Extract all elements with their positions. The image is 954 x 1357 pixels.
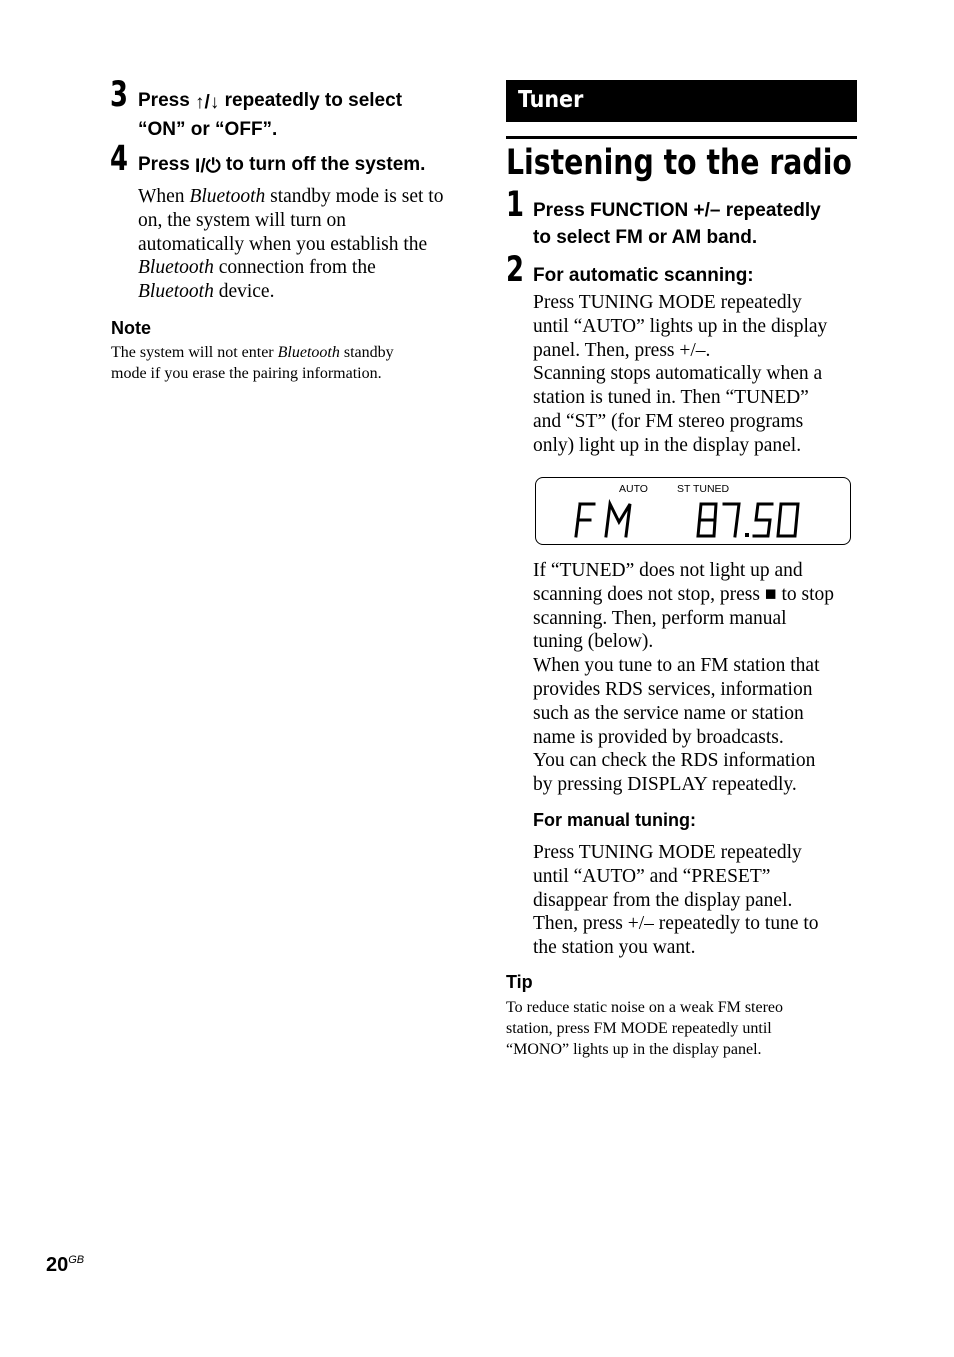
section-bar-label: Tuner [518, 87, 584, 113]
tip-line: station, press FM MODE repeatedly until [506, 1020, 772, 1037]
step2-line: and “ST” (for FM stereo programs [533, 410, 804, 432]
st-tuned-indicator: ST TUNED [677, 483, 730, 495]
power-icon: I/⏻ [195, 156, 221, 177]
body-line: name is provided by broadcasts. [533, 726, 784, 748]
tip-text [506, 997, 856, 1060]
page-region: GB [68, 1254, 85, 1266]
step4-line: Bluetooth connection from the [138, 257, 376, 279]
step-number: 4 [110, 139, 128, 179]
body-line: If “TUNED” does not light up and [533, 560, 803, 581]
segment-8 [698, 504, 716, 536]
body-line: tuning (below). [533, 631, 654, 653]
step1-heading [533, 197, 863, 251]
step2-body [533, 291, 863, 458]
page-number-value: 20 [46, 1254, 69, 1276]
body-line: scanning. Then, perform manual [533, 607, 787, 629]
step4-post: to turn off the system. [220, 154, 426, 175]
step1-line: to select FM or AM band. [533, 227, 758, 248]
step4-line: When Bluetooth standby mode is set to [138, 186, 444, 207]
tip-label: Tip [506, 972, 533, 992]
step4-heading [138, 151, 478, 180]
body-line: Then, press +/– repeatedly to tune to [533, 913, 819, 935]
step2-line: Press TUNING MODE repeatedly [533, 292, 802, 313]
note-line: mode if you erase the pairing information. [111, 365, 382, 382]
stop-icon: ■ [764, 583, 777, 605]
segment-M [606, 504, 630, 536]
title-rule [506, 136, 857, 139]
note-label: Note [111, 318, 151, 338]
segment-7 [724, 504, 739, 536]
step2-line: panel. Then, press +/–. [533, 339, 711, 361]
segment-0 [778, 504, 798, 536]
note-text [111, 342, 471, 384]
manual-tuning-heading: For manual tuning: [533, 810, 696, 830]
step2-line: until “AUTO” lights up in the display [533, 315, 828, 337]
step-number: 2 [506, 250, 524, 290]
step2-line: station is tuned in. Then “TUNED” [533, 387, 809, 409]
step4-line: Bluetooth device. [138, 281, 275, 303]
body-line: scanning does not stop, press ■ to stop [533, 583, 835, 605]
step4-body [138, 185, 478, 304]
step3-post: repeatedly to select [219, 90, 403, 111]
display-panel [535, 477, 851, 545]
segment-readout [536, 478, 850, 544]
body-line: When you tune to an FM station that [533, 655, 820, 677]
step3-pre: Press [138, 90, 196, 111]
step4-line: automatically when you establish the [138, 233, 428, 255]
body-line: You can check the RDS information [533, 750, 816, 772]
tip-line: “MONO” lights up in the display panel. [506, 1041, 762, 1058]
body-line: Press TUNING MODE repeatedly [533, 842, 802, 863]
step1-line: Press FUNCTION +/– repeatedly [533, 200, 821, 221]
up-down-arrow-icon: ↑/↓ [195, 92, 220, 113]
page-title: Listening to the radio [506, 143, 852, 183]
after-display-body [533, 559, 863, 797]
auto-indicator: AUTO [619, 483, 648, 495]
segment-F [576, 504, 594, 536]
body-line: by pressing DISPLAY repeatedly. [533, 774, 797, 796]
page-number [46, 1254, 84, 1277]
section-bar [506, 80, 857, 122]
step4-line: on, the system will turn on [138, 209, 346, 231]
step4-pre: Press [138, 154, 196, 175]
manual-tuning-body [533, 841, 863, 960]
step-number: 1 [506, 185, 524, 225]
step-number: 3 [110, 75, 128, 115]
segment-5 [754, 504, 772, 536]
step3-heading-line2: “ON” or “OFF”. [138, 119, 278, 140]
step2-line: Scanning stops automatically when a [533, 363, 823, 385]
body-line: provides RDS services, information [533, 678, 813, 700]
note-line: The system will not enter Bluetooth standby [111, 344, 394, 361]
decimal-point [745, 533, 749, 537]
step3-heading [138, 87, 478, 143]
body-line: disappear from the display panel. [533, 889, 793, 911]
body-line: until “AUTO” and “PRESET” [533, 865, 771, 887]
body-line: such as the service name or station [533, 702, 804, 724]
body-line: the station you want. [533, 937, 696, 959]
tip-line: To reduce static noise on a weak FM stereo [506, 999, 784, 1016]
step2-line: only) light up in the display panel. [533, 434, 802, 456]
step2-heading: For automatic scanning: [533, 265, 754, 286]
step3-heading-line1 [138, 87, 478, 116]
